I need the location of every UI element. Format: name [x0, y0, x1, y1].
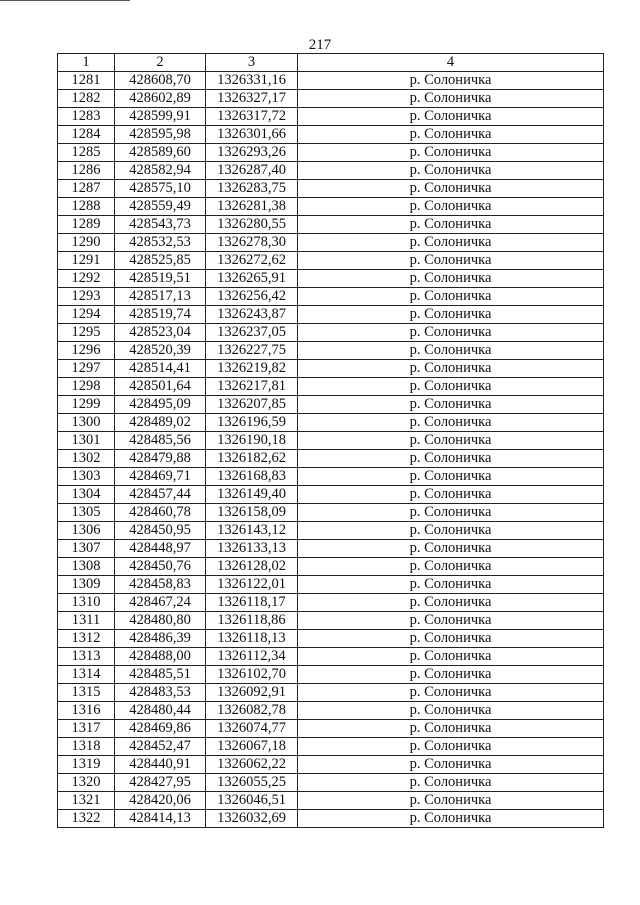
- table-row: [58, 612, 604, 630]
- description-cell: р. Солоничка: [298, 558, 604, 576]
- point-number-cell: 1318: [58, 738, 115, 756]
- description-cell: р. Солоничка: [298, 504, 604, 522]
- x-coordinate-cell: 428488,00: [115, 648, 206, 666]
- table-row: [58, 72, 604, 90]
- x-coordinate-cell: 428517,13: [115, 288, 206, 306]
- x-coordinate-cell: 428450,95: [115, 522, 206, 540]
- description-cell: р. Солоничка: [298, 540, 604, 558]
- table-header-row: [58, 54, 604, 72]
- description-cell: р. Солоничка: [298, 774, 604, 792]
- y-coordinate-cell: 1326118,17: [206, 594, 298, 612]
- y-coordinate-cell: 1326281,38: [206, 198, 298, 216]
- table-row: [58, 684, 604, 702]
- point-number-cell: 1320: [58, 774, 115, 792]
- description-cell: р. Солоничка: [298, 252, 604, 270]
- description-cell: р. Солоничка: [298, 180, 604, 198]
- point-number-cell: 1297: [58, 360, 115, 378]
- point-number-cell: 1305: [58, 504, 115, 522]
- y-coordinate-cell: 1326133,13: [206, 540, 298, 558]
- x-coordinate-cell: 428543,73: [115, 216, 206, 234]
- y-coordinate-cell: 1326217,81: [206, 378, 298, 396]
- description-cell: р. Солоничка: [298, 324, 604, 342]
- y-coordinate-cell: 1326207,85: [206, 396, 298, 414]
- x-coordinate-cell: 428480,80: [115, 612, 206, 630]
- table-row: [58, 180, 604, 198]
- description-cell: р. Солоничка: [298, 396, 604, 414]
- y-coordinate-cell: 1326168,83: [206, 468, 298, 486]
- point-number-cell: 1322: [58, 810, 115, 828]
- y-coordinate-cell: 1326067,18: [206, 738, 298, 756]
- point-number-cell: 1296: [58, 342, 115, 360]
- point-number-cell: 1291: [58, 252, 115, 270]
- table-row: [58, 594, 604, 612]
- table-row: [58, 486, 604, 504]
- x-coordinate-cell: 428589,60: [115, 144, 206, 162]
- y-coordinate-cell: 1326149,40: [206, 486, 298, 504]
- description-cell: р. Солоничка: [298, 198, 604, 216]
- point-number-cell: 1321: [58, 792, 115, 810]
- table-row: [58, 738, 604, 756]
- y-coordinate-cell: 1326112,34: [206, 648, 298, 666]
- point-number-cell: 1319: [58, 756, 115, 774]
- point-number-cell: 1315: [58, 684, 115, 702]
- table-row: [58, 756, 604, 774]
- table-body: [58, 72, 604, 828]
- point-number-cell: 1282: [58, 90, 115, 108]
- point-number-cell: 1304: [58, 486, 115, 504]
- table-row: [58, 126, 604, 144]
- y-coordinate-cell: 1326062,22: [206, 756, 298, 774]
- table-row: [58, 432, 604, 450]
- description-cell: р. Солоничка: [298, 144, 604, 162]
- point-number-cell: 1310: [58, 594, 115, 612]
- table-row: [58, 522, 604, 540]
- point-number-cell: 1316: [58, 702, 115, 720]
- description-cell: р. Солоничка: [298, 684, 604, 702]
- y-coordinate-cell: 1326287,40: [206, 162, 298, 180]
- table-row: [58, 90, 604, 108]
- x-coordinate-cell: 428427,95: [115, 774, 206, 792]
- point-number-cell: 1292: [58, 270, 115, 288]
- description-cell: р. Солоничка: [298, 702, 604, 720]
- table-row: [58, 342, 604, 360]
- x-coordinate-cell: 428448,97: [115, 540, 206, 558]
- table-row: [58, 324, 604, 342]
- y-coordinate-cell: 1326256,42: [206, 288, 298, 306]
- y-coordinate-cell: 1326293,26: [206, 144, 298, 162]
- x-coordinate-cell: 428486,39: [115, 630, 206, 648]
- y-coordinate-cell: 1326082,78: [206, 702, 298, 720]
- point-number-cell: 1303: [58, 468, 115, 486]
- x-coordinate-cell: 428469,71: [115, 468, 206, 486]
- table-row: [58, 576, 604, 594]
- description-cell: р. Солоничка: [298, 630, 604, 648]
- x-coordinate-cell: 428532,53: [115, 234, 206, 252]
- description-cell: р. Солоничка: [298, 576, 604, 594]
- y-coordinate-cell: 1326196,59: [206, 414, 298, 432]
- point-number-cell: 1283: [58, 108, 115, 126]
- y-coordinate-cell: 1326190,18: [206, 432, 298, 450]
- description-cell: р. Солоничка: [298, 612, 604, 630]
- point-number-cell: 1311: [58, 612, 115, 630]
- x-coordinate-cell: 428514,41: [115, 360, 206, 378]
- point-number-cell: 1284: [58, 126, 115, 144]
- x-coordinate-cell: 428520,39: [115, 342, 206, 360]
- description-cell: р. Солоничка: [298, 360, 604, 378]
- y-coordinate-cell: 1326055,25: [206, 774, 298, 792]
- y-coordinate-cell: 1326331,16: [206, 72, 298, 90]
- x-coordinate-cell: 428485,51: [115, 666, 206, 684]
- table-row: [58, 540, 604, 558]
- point-number-cell: 1286: [58, 162, 115, 180]
- y-coordinate-cell: 1326158,09: [206, 504, 298, 522]
- x-coordinate-cell: 428460,78: [115, 504, 206, 522]
- table-row: [58, 792, 604, 810]
- table-row: [58, 666, 604, 684]
- description-cell: р. Солоничка: [298, 72, 604, 90]
- y-coordinate-cell: 1326122,01: [206, 576, 298, 594]
- description-cell: р. Солоничка: [298, 486, 604, 504]
- y-coordinate-cell: 1326182,62: [206, 450, 298, 468]
- point-number-cell: 1290: [58, 234, 115, 252]
- description-cell: р. Солоничка: [298, 306, 604, 324]
- x-coordinate-cell: 428485,56: [115, 432, 206, 450]
- x-coordinate-cell: 428519,51: [115, 270, 206, 288]
- y-coordinate-cell: 1326046,51: [206, 792, 298, 810]
- y-coordinate-cell: 1326143,12: [206, 522, 298, 540]
- scan-mark: [0, 0, 130, 1]
- x-coordinate-cell: 428458,83: [115, 576, 206, 594]
- point-number-cell: 1307: [58, 540, 115, 558]
- point-number-cell: 1288: [58, 198, 115, 216]
- x-coordinate-cell: 428467,24: [115, 594, 206, 612]
- description-cell: р. Солоничка: [298, 432, 604, 450]
- description-cell: р. Солоничка: [298, 108, 604, 126]
- description-cell: р. Солоничка: [298, 234, 604, 252]
- point-number-cell: 1298: [58, 378, 115, 396]
- y-coordinate-cell: 1326092,91: [206, 684, 298, 702]
- y-coordinate-cell: 1326118,86: [206, 612, 298, 630]
- point-number-cell: 1309: [58, 576, 115, 594]
- table-row: [58, 216, 604, 234]
- description-cell: р. Солоничка: [298, 468, 604, 486]
- x-coordinate-cell: 428440,91: [115, 756, 206, 774]
- column-header: 1: [58, 54, 115, 72]
- x-coordinate-cell: 428420,06: [115, 792, 206, 810]
- description-cell: р. Солоничка: [298, 810, 604, 828]
- point-number-cell: 1302: [58, 450, 115, 468]
- y-coordinate-cell: 1326317,72: [206, 108, 298, 126]
- y-coordinate-cell: 1326032,69: [206, 810, 298, 828]
- description-cell: р. Солоничка: [298, 216, 604, 234]
- description-cell: р. Солоничка: [298, 126, 604, 144]
- y-coordinate-cell: 1326227,75: [206, 342, 298, 360]
- point-number-cell: 1306: [58, 522, 115, 540]
- point-number-cell: 1314: [58, 666, 115, 684]
- x-coordinate-cell: 428457,44: [115, 486, 206, 504]
- column-header: 2: [115, 54, 206, 72]
- y-coordinate-cell: 1326102,70: [206, 666, 298, 684]
- y-coordinate-cell: 1326278,30: [206, 234, 298, 252]
- y-coordinate-cell: 1326265,91: [206, 270, 298, 288]
- table-row: [58, 162, 604, 180]
- x-coordinate-cell: 428489,02: [115, 414, 206, 432]
- table-row: [58, 306, 604, 324]
- table-row: [58, 270, 604, 288]
- description-cell: р. Солоничка: [298, 720, 604, 738]
- point-number-cell: 1299: [58, 396, 115, 414]
- coordinates-table: [57, 53, 604, 828]
- point-number-cell: 1301: [58, 432, 115, 450]
- table-row: [58, 468, 604, 486]
- x-coordinate-cell: 428575,10: [115, 180, 206, 198]
- y-coordinate-cell: 1326301,66: [206, 126, 298, 144]
- x-coordinate-cell: 428523,04: [115, 324, 206, 342]
- description-cell: р. Солоничка: [298, 792, 604, 810]
- x-coordinate-cell: 428599,91: [115, 108, 206, 126]
- column-header: 3: [206, 54, 298, 72]
- description-cell: р. Солоничка: [298, 342, 604, 360]
- description-cell: р. Солоничка: [298, 648, 604, 666]
- point-number-cell: 1295: [58, 324, 115, 342]
- x-coordinate-cell: 428559,49: [115, 198, 206, 216]
- x-coordinate-cell: 428602,89: [115, 90, 206, 108]
- description-cell: р. Солоничка: [298, 756, 604, 774]
- point-number-cell: 1300: [58, 414, 115, 432]
- x-coordinate-cell: 428483,53: [115, 684, 206, 702]
- description-cell: р. Солоничка: [298, 162, 604, 180]
- table-row: [58, 630, 604, 648]
- y-coordinate-cell: 1326219,82: [206, 360, 298, 378]
- x-coordinate-cell: 428414,13: [115, 810, 206, 828]
- table-row: [58, 450, 604, 468]
- table-row: [58, 144, 604, 162]
- x-coordinate-cell: 428469,86: [115, 720, 206, 738]
- x-coordinate-cell: 428452,47: [115, 738, 206, 756]
- table-row: [58, 108, 604, 126]
- table-row: [58, 252, 604, 270]
- description-cell: р. Солоничка: [298, 270, 604, 288]
- table-row: [58, 396, 604, 414]
- point-number-cell: 1287: [58, 180, 115, 198]
- x-coordinate-cell: 428479,88: [115, 450, 206, 468]
- point-number-cell: 1289: [58, 216, 115, 234]
- table-row: [58, 774, 604, 792]
- description-cell: р. Солоничка: [298, 90, 604, 108]
- description-cell: р. Солоничка: [298, 594, 604, 612]
- point-number-cell: 1293: [58, 288, 115, 306]
- description-cell: р. Солоничка: [298, 450, 604, 468]
- y-coordinate-cell: 1326243,87: [206, 306, 298, 324]
- y-coordinate-cell: 1326283,75: [206, 180, 298, 198]
- page-number: 217: [308, 37, 332, 53]
- table-row: [58, 720, 604, 738]
- point-number-cell: 1312: [58, 630, 115, 648]
- point-number-cell: 1313: [58, 648, 115, 666]
- table-row: [58, 360, 604, 378]
- point-number-cell: 1317: [58, 720, 115, 738]
- table-row: [58, 558, 604, 576]
- x-coordinate-cell: 428608,70: [115, 72, 206, 90]
- x-coordinate-cell: 428480,44: [115, 702, 206, 720]
- x-coordinate-cell: 428495,09: [115, 396, 206, 414]
- description-cell: р. Солоничка: [298, 738, 604, 756]
- table-row: [58, 810, 604, 828]
- table-row: [58, 234, 604, 252]
- y-coordinate-cell: 1326128,02: [206, 558, 298, 576]
- y-coordinate-cell: 1326272,62: [206, 252, 298, 270]
- y-coordinate-cell: 1326118,13: [206, 630, 298, 648]
- column-header: 4: [298, 54, 604, 72]
- y-coordinate-cell: 1326074,77: [206, 720, 298, 738]
- x-coordinate-cell: 428582,94: [115, 162, 206, 180]
- description-cell: р. Солоничка: [298, 666, 604, 684]
- description-cell: р. Солоничка: [298, 288, 604, 306]
- x-coordinate-cell: 428595,98: [115, 126, 206, 144]
- table-row: [58, 378, 604, 396]
- table-row: [58, 702, 604, 720]
- table-row: [58, 288, 604, 306]
- table-row: [58, 198, 604, 216]
- point-number-cell: 1281: [58, 72, 115, 90]
- x-coordinate-cell: 428501,64: [115, 378, 206, 396]
- x-coordinate-cell: 428519,74: [115, 306, 206, 324]
- x-coordinate-cell: 428450,76: [115, 558, 206, 576]
- x-coordinate-cell: 428525,85: [115, 252, 206, 270]
- description-cell: р. Солоничка: [298, 522, 604, 540]
- point-number-cell: 1308: [58, 558, 115, 576]
- description-cell: р. Солоничка: [298, 414, 604, 432]
- y-coordinate-cell: 1326327,17: [206, 90, 298, 108]
- description-cell: р. Солоничка: [298, 378, 604, 396]
- y-coordinate-cell: 1326237,05: [206, 324, 298, 342]
- y-coordinate-cell: 1326280,55: [206, 216, 298, 234]
- point-number-cell: 1285: [58, 144, 115, 162]
- table-row: [58, 504, 604, 522]
- table-row: [58, 648, 604, 666]
- point-number-cell: 1294: [58, 306, 115, 324]
- table-row: [58, 414, 604, 432]
